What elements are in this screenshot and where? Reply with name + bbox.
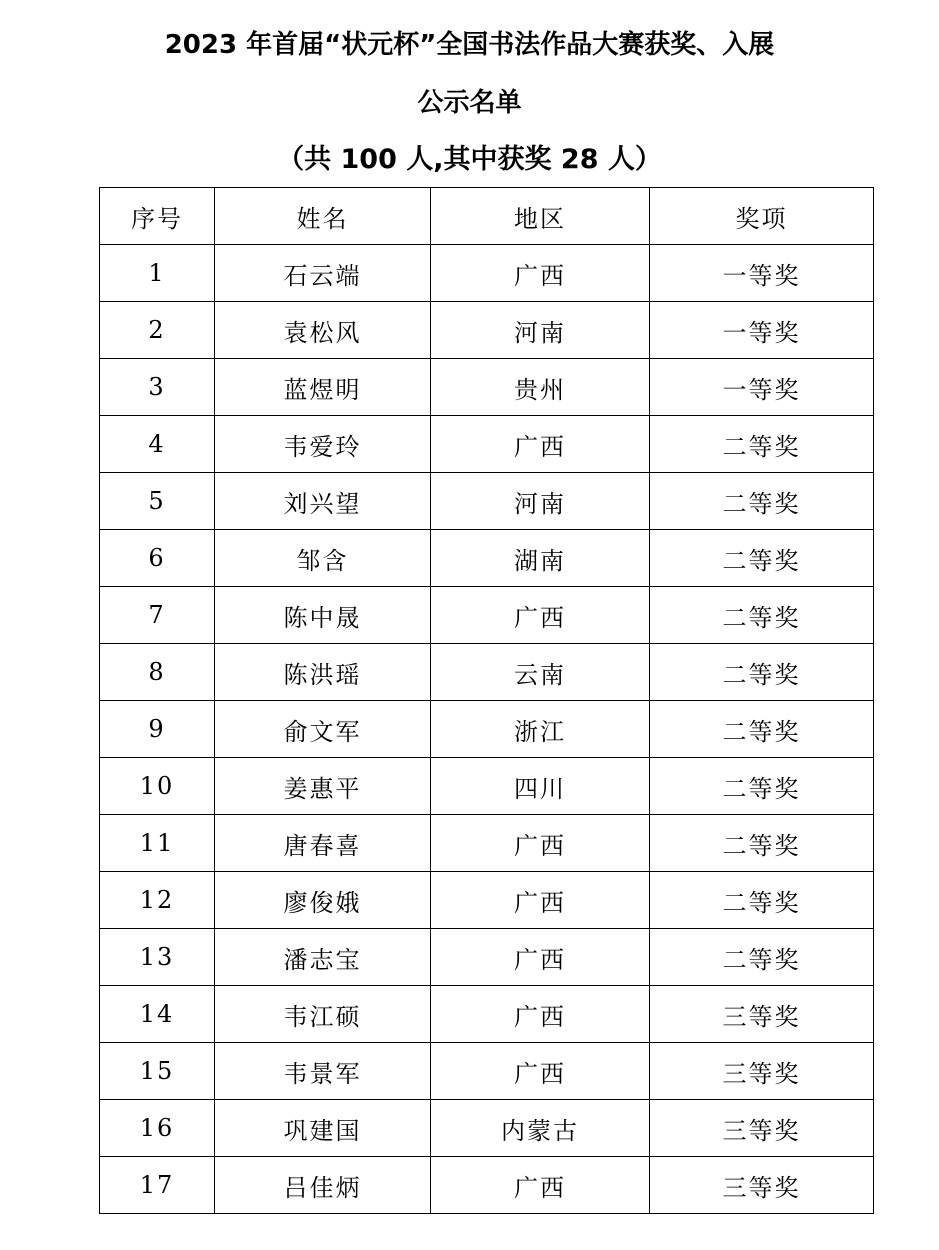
table-row	[100, 416, 874, 473]
cell-award: 一等奖	[650, 245, 874, 302]
cell-region: 广西	[431, 986, 650, 1043]
cell-number: 8	[100, 644, 215, 701]
cell-name: 韦江硕	[215, 986, 431, 1043]
cell-region: 云南	[431, 644, 650, 701]
cell-name: 韦爱玲	[215, 416, 431, 473]
cell-name: 石云端	[215, 245, 431, 302]
table-row	[100, 1043, 874, 1100]
cell-region: 湖南	[431, 530, 650, 587]
cell-number: 4	[100, 416, 215, 473]
cell-number: 11	[100, 815, 215, 872]
cell-name: 陈中晟	[215, 587, 431, 644]
cell-number: 6	[100, 530, 215, 587]
cell-number: 12	[100, 872, 215, 929]
cell-name: 邹含	[215, 530, 431, 587]
cell-number: 10	[100, 758, 215, 815]
cell-number: 14	[100, 986, 215, 1043]
table-row	[100, 1100, 874, 1157]
table-body	[100, 245, 874, 1214]
cell-award: 二等奖	[650, 473, 874, 530]
cell-name: 唐春喜	[215, 815, 431, 872]
table-row	[100, 1157, 874, 1214]
cell-number: 17	[100, 1157, 215, 1214]
cell-region: 河南	[431, 302, 650, 359]
cell-award: 二等奖	[650, 530, 874, 587]
title-line-3: （共 100 人,其中获奖 28 人）	[277, 144, 662, 175]
cell-award: 二等奖	[650, 701, 874, 758]
title-line-2: 公示名单	[417, 88, 522, 118]
cell-award: 二等奖	[650, 644, 874, 701]
cell-name: 俞文军	[215, 701, 431, 758]
cell-number: 9	[100, 701, 215, 758]
table-row	[100, 815, 874, 872]
cell-award: 二等奖	[650, 416, 874, 473]
table-row	[100, 929, 874, 986]
cell-award: 三等奖	[650, 1157, 874, 1214]
cell-name: 廖俊娥	[215, 872, 431, 929]
cell-award: 二等奖	[650, 815, 874, 872]
cell-region: 贵州	[431, 359, 650, 416]
table-row	[100, 758, 874, 815]
cell-name: 巩建国	[215, 1100, 431, 1157]
cell-award: 三等奖	[650, 1043, 874, 1100]
cell-name: 蓝煜明	[215, 359, 431, 416]
cell-region: 内蒙古	[431, 1100, 650, 1157]
cell-number: 16	[100, 1100, 215, 1157]
cell-region: 广西	[431, 815, 650, 872]
cell-award: 二等奖	[650, 872, 874, 929]
table-row	[100, 701, 874, 758]
cell-region: 广西	[431, 872, 650, 929]
cell-region: 广西	[431, 1157, 650, 1214]
cell-number: 7	[100, 587, 215, 644]
cell-name: 韦景军	[215, 1043, 431, 1100]
cell-name: 姜惠平	[215, 758, 431, 815]
cell-award: 一等奖	[650, 359, 874, 416]
cell-number: 5	[100, 473, 215, 530]
cell-number: 3	[100, 359, 215, 416]
cell-number: 13	[100, 929, 215, 986]
cell-number: 2	[100, 302, 215, 359]
header-region: 地区	[431, 188, 650, 245]
cell-award: 二等奖	[650, 587, 874, 644]
cell-region: 广西	[431, 416, 650, 473]
cell-number: 1	[100, 245, 215, 302]
title-line-1: 2023 年首届“状元杯”全国书法作品大赛获奖、入展	[164, 30, 775, 60]
table-header-row	[100, 188, 874, 245]
table-row	[100, 986, 874, 1043]
cell-region: 广西	[431, 587, 650, 644]
cell-number: 15	[100, 1043, 215, 1100]
cell-name: 刘兴望	[215, 473, 431, 530]
table-row	[100, 530, 874, 587]
cell-award: 一等奖	[650, 302, 874, 359]
cell-award: 二等奖	[650, 758, 874, 815]
cell-award: 三等奖	[650, 1100, 874, 1157]
header-award: 奖项	[650, 188, 874, 245]
cell-name: 吕佳炳	[215, 1157, 431, 1214]
cell-award: 三等奖	[650, 986, 874, 1043]
cell-region: 浙江	[431, 701, 650, 758]
cell-region: 广西	[431, 1043, 650, 1100]
award-table	[99, 187, 874, 1214]
table-row	[100, 587, 874, 644]
cell-award: 二等奖	[650, 929, 874, 986]
cell-region: 河南	[431, 473, 650, 530]
table-row	[100, 359, 874, 416]
cell-name: 陈洪瑶	[215, 644, 431, 701]
cell-name: 潘志宝	[215, 929, 431, 986]
table-row	[100, 245, 874, 302]
header-number: 序号	[100, 188, 215, 245]
table-row	[100, 644, 874, 701]
cell-region: 广西	[431, 245, 650, 302]
cell-region: 四川	[431, 758, 650, 815]
table-row	[100, 872, 874, 929]
table-row	[100, 302, 874, 359]
cell-region: 广西	[431, 929, 650, 986]
table-row	[100, 473, 874, 530]
cell-name: 袁松风	[215, 302, 431, 359]
header-name: 姓名	[215, 188, 431, 245]
